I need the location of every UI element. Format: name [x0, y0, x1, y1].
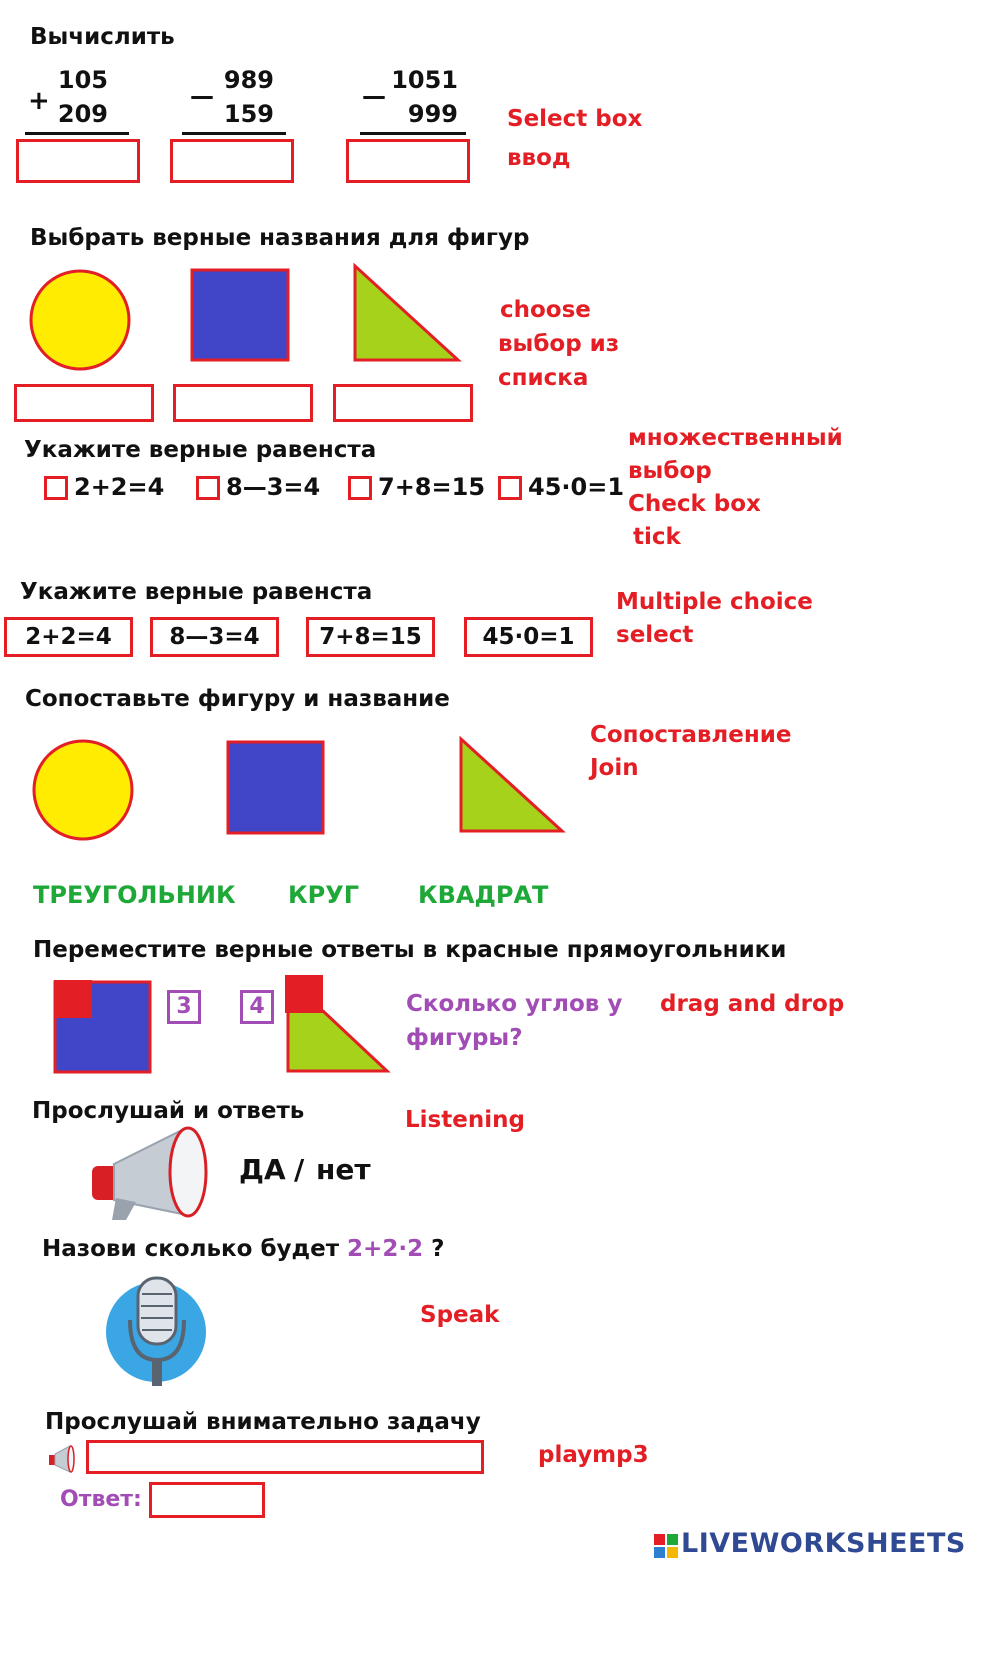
checkbox-item[interactable]: 2+2=4 — [44, 473, 164, 501]
note-speak: Speak — [420, 1302, 500, 1328]
name-label[interactable]: ТРЕУГОЛЬНИК — [33, 881, 236, 909]
question-text: фигуры? — [406, 1025, 523, 1051]
checkbox-item[interactable]: 7+8=15 — [348, 473, 485, 501]
note-choose: choose — [500, 297, 591, 323]
note-multiple: множественный — [628, 425, 843, 451]
triangle-figure — [350, 262, 462, 364]
note-checkbox: Check box — [628, 491, 761, 517]
section-title-compute: Вычислить — [30, 24, 175, 50]
operand-b: 159 — [223, 100, 274, 128]
triangle-figure[interactable] — [456, 735, 566, 835]
note-select-box: Select box — [507, 106, 643, 132]
expression: 2+2·2 — [347, 1236, 424, 1262]
name-label[interactable]: КВАДРАТ — [418, 881, 549, 909]
section-title-playmp3: Прослушай внимательно задачу — [45, 1409, 481, 1435]
note-choose: выбор из — [498, 331, 620, 357]
square-with-corner-figure — [52, 978, 154, 1076]
note-join: Сопоставление — [590, 722, 792, 748]
answer-separator: / — [294, 1153, 305, 1186]
shape-select-2[interactable] — [173, 384, 313, 422]
square-figure[interactable] — [226, 740, 326, 836]
answer-no[interactable]: нет — [316, 1153, 371, 1186]
section-title-drag: Переместите верные ответы в красные прямоугольники — [33, 937, 787, 963]
answer-label: Ответ: — [60, 1487, 142, 1512]
operand-a: 989 — [223, 66, 274, 94]
speaker-icon[interactable] — [48, 1444, 76, 1474]
answer-input[interactable] — [149, 1482, 265, 1518]
draggable-answer[interactable]: 3 — [167, 990, 201, 1024]
operand-b: 999 — [407, 100, 458, 128]
section-title-listening: Прослушай и ответь — [32, 1098, 305, 1124]
note-listening: Listening — [405, 1107, 525, 1133]
note-choose: списка — [498, 365, 589, 391]
section-title-join: Сопоставьте фигуру и название — [25, 686, 450, 712]
operand-b: 209 — [57, 100, 108, 128]
note-input: ввод — [507, 145, 571, 171]
circle-figure — [28, 268, 132, 372]
section-title-speak: Назови сколько будет 2+2·2 ? — [42, 1236, 445, 1262]
question-text: Сколько углов у — [406, 991, 623, 1017]
shape-select-1[interactable] — [14, 384, 154, 422]
answer-yes[interactable]: ДА — [239, 1153, 286, 1186]
sum-rule — [360, 132, 466, 135]
liveworksheets-logo[interactable]: LIVEWORKSHEETS — [681, 1528, 966, 1559]
checkbox[interactable] — [348, 476, 372, 500]
choice-button[interactable]: 8—3=4 — [150, 617, 279, 657]
note-multiple: выбор — [628, 458, 712, 484]
note-multiple-choice: Multiple choice — [616, 589, 813, 615]
answer-input-2[interactable] — [170, 139, 294, 183]
operand-a: 105 — [57, 66, 108, 94]
section-title-multiple-choice: Укажите верные равенста — [20, 579, 373, 605]
circle-figure[interactable] — [31, 738, 135, 842]
sum-rule — [182, 132, 286, 135]
checkbox[interactable] — [498, 476, 522, 500]
checkbox-item[interactable]: 45·0=1 — [498, 473, 624, 501]
operand-a: 1051 — [391, 66, 458, 94]
note-drag-drop: drag and drop — [660, 991, 845, 1017]
choice-button[interactable]: 7+8=15 — [306, 617, 435, 657]
shape-select-3[interactable] — [333, 384, 473, 422]
checkbox-item[interactable]: 8—3=4 — [196, 473, 320, 501]
plus-sign: + — [28, 86, 50, 116]
megaphone-icon[interactable] — [90, 1122, 216, 1222]
note-playmp3: playmp3 — [538, 1442, 649, 1468]
note-tick: tick — [633, 524, 681, 550]
trapezoid-figure — [283, 973, 393, 1075]
draggable-answer[interactable]: 4 — [240, 990, 274, 1024]
sum-rule — [25, 132, 129, 135]
name-label[interactable]: КРУГ — [288, 881, 360, 909]
liveworksheets-logo-icon — [654, 1534, 678, 1558]
minus-sign: — — [190, 82, 214, 110]
answer-input-1[interactable] — [16, 139, 140, 183]
answer-input-3[interactable] — [346, 139, 470, 183]
checkbox[interactable] — [44, 476, 68, 500]
checkbox[interactable] — [196, 476, 220, 500]
note-join: Join — [590, 755, 639, 781]
microphone-icon[interactable] — [104, 1270, 210, 1390]
choice-button[interactable]: 2+2=4 — [4, 617, 133, 657]
listen-answer-field[interactable] — [86, 1440, 484, 1474]
minus-sign: — — [362, 82, 386, 110]
section-title-checkbox: Укажите верные равенста — [24, 437, 377, 463]
choice-button[interactable]: 45·0=1 — [464, 617, 593, 657]
section-title-shapes: Выбрать верные названия для фигур — [30, 225, 530, 251]
note-select: select — [616, 622, 694, 648]
square-figure — [190, 268, 292, 362]
